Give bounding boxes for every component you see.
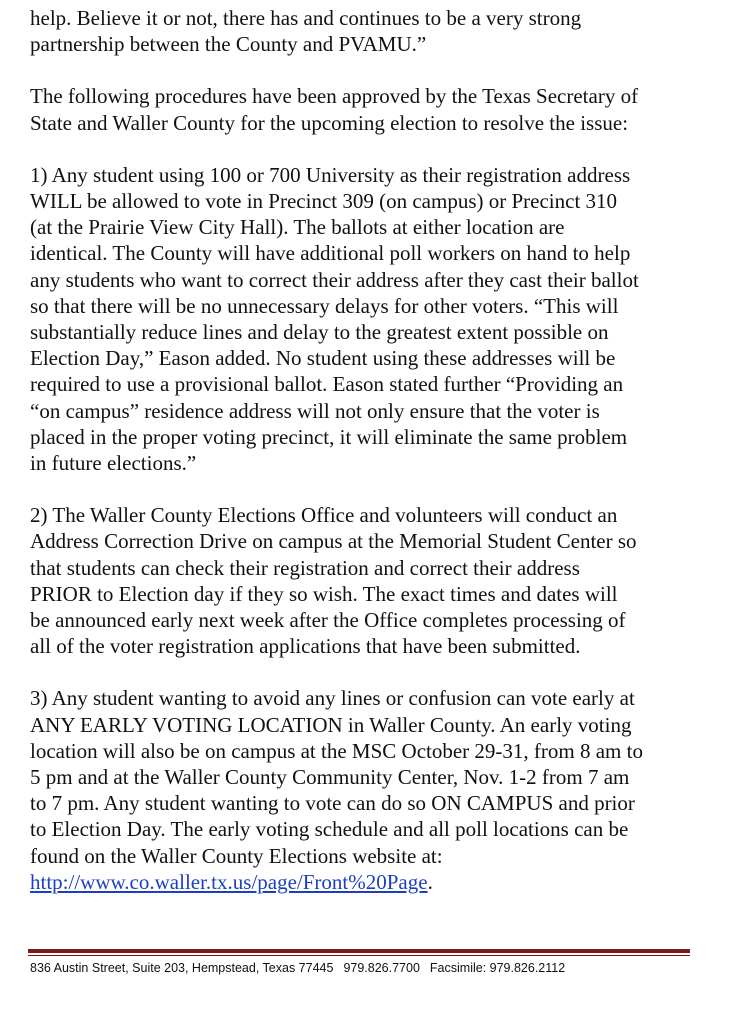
procedure-item-1: 1) Any student using 100 or 700 University as their registration address WILL be allowed to vote in Precinct 309 (on campus) or Precinct 310 (at the Prairie View City Hall). The ballots at either location are identical. The County will have additional poll workers on hand to help any students who want to correct their address after they cast their ballot so that there will be no unnecessary delays for other voters. “This will substantially reduce lines and delay to the greatest extent possible on Election Day,” Eason added. No student using these addresses will be required to use a provisional ballot. Eason stated further “Providing an “on campus” residence address will not only ensure that the voter is placed in the proper voting precinct, it will eliminate the same problem in future elections.” — [30, 162, 639, 476]
footer-divider-thick — [28, 949, 690, 953]
footer-contact — [30, 961, 565, 975]
footer-address: 836 Austin Street, Suite 203, Hempstead, Texas 77445 — [30, 961, 334, 975]
procedures-paragraph: The following procedures have been approved by the Texas Secretary of State and Waller County for the upcoming election to resolve the issue: — [30, 84, 639, 135]
procedure-item-3 — [30, 685, 700, 895]
intro-paragraph: help. Believe it or not, there has and continues to be a very strong partnership between the County and PVAMU.” — [30, 6, 582, 57]
procedure-item-3-text: 3) Any student wanting to avoid any lines or confusion can vote early at ANY EARLY VOTING LOCATION in Waller County. An early voting location will also be on campus at the MSC October 29-31, from 8 am to 5 pm and at the Waller County Community Center, Nov. 1-2 from 7 am to 7 pm. Any student wanting to vote can do so ON CAMPUS and prior to Election Day. The early voting schedule and all poll locations can be found on the Waller County Elections website at: — [30, 686, 643, 868]
elections-website-link[interactable]: http://www.co.waller.tx.us/page/Front%20Page — [30, 869, 428, 894]
procedure-item-2: 2) The Waller County Elections Office and volunteers will conduct an Address Correction Drive on campus at the Memorial Student Center so that students can check their registration and correct their address PRIOR to Election day if they so wish. The exact times and dates will be announced early next week after the Office completes processing of all of the voter registration applications that have been submitted. — [30, 503, 637, 659]
letter-body — [30, 5, 700, 895]
footer-phone: 979.826.7700 — [343, 961, 420, 975]
footer-divider — [28, 949, 690, 956]
link-trailing-period: . — [427, 869, 433, 894]
footer-fax: Facsimile: 979.826.2112 — [429, 961, 566, 975]
footer-divider-thin — [28, 955, 690, 956]
